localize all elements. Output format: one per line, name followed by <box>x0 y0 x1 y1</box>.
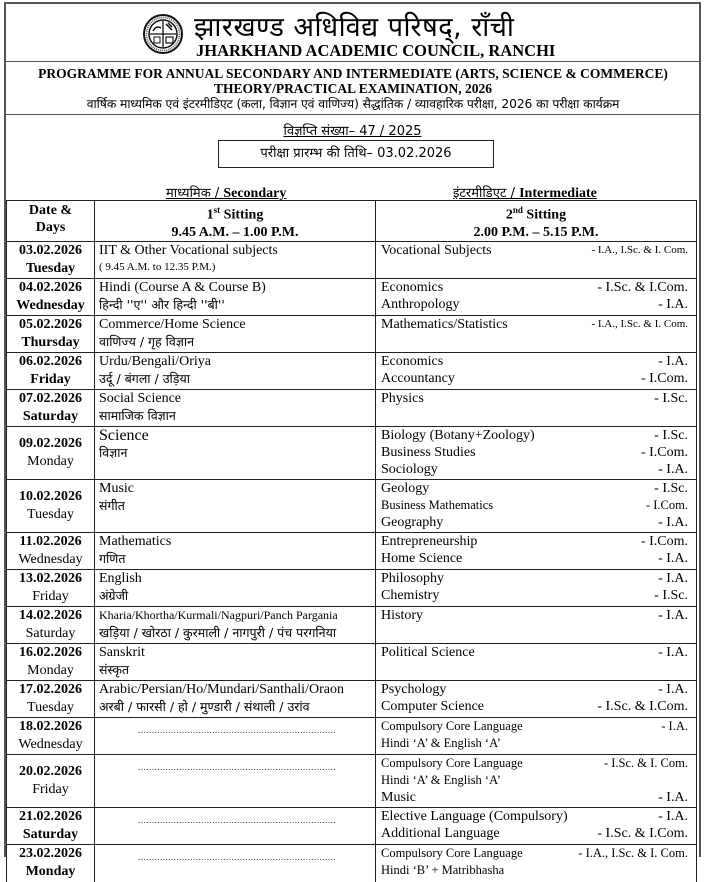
secondary-subject-english: Social Science <box>99 390 182 406</box>
table-row <box>7 479 697 532</box>
exam-date: 20.02.2026 <box>19 763 82 779</box>
council-title-hindi: झारखण्ड अधिविद्य परिषद्, राँची <box>194 12 515 43</box>
intermediate-subject-cell <box>376 844 697 882</box>
secondary-subject-cell <box>95 569 376 606</box>
table-row <box>7 754 697 807</box>
intermediate-subject <box>381 533 688 550</box>
subject-name: Additional Language <box>381 825 500 841</box>
table-row <box>7 717 697 754</box>
exam-date: 07.02.2026 <box>19 390 82 406</box>
intermediate-subject <box>381 316 688 333</box>
secondary-subject-english: Arabic/Persian/Ho/Mundari/Santhali/Oraon <box>99 681 344 697</box>
secondary-subject-cell <box>95 389 376 426</box>
exam-day: Friday <box>30 371 71 387</box>
intermediate-subject <box>381 755 688 772</box>
intermediate-subject <box>381 718 688 735</box>
subject-name: Psychology <box>381 681 447 697</box>
exam-day: Monday <box>27 662 74 678</box>
council-header <box>6 4 700 62</box>
intermediate-subject <box>381 497 688 514</box>
secondary-subject-cell <box>95 606 376 643</box>
intermediate-subject <box>381 296 688 313</box>
stream-label: - I.A. <box>658 570 688 586</box>
table-row <box>7 606 697 643</box>
subject-name: Anthropology <box>381 296 460 312</box>
subject-name: Music <box>381 789 416 805</box>
subject-name: History <box>381 607 423 623</box>
subject-name: Accountancy <box>381 370 455 386</box>
exam-date: 03.02.2026 <box>19 242 82 258</box>
intermediate-subject-cell <box>376 680 697 717</box>
stream-label: - I.A., I.Sc. & I. Com. <box>591 317 688 330</box>
date-cell <box>7 426 95 479</box>
subject-name: Business Mathematics <box>381 497 494 512</box>
council-seal-icon <box>143 14 183 54</box>
exam-day: Monday <box>25 863 76 879</box>
secondary-subject-cell <box>95 315 376 352</box>
exam-date: 21.02.2026 <box>19 808 82 824</box>
secondary-subject-hindi: ( 9.45 A.M. to 12.35 P.M.) <box>99 260 216 273</box>
stream-label: - I.A. <box>658 296 688 312</box>
table-row <box>7 569 697 606</box>
table-row <box>7 807 697 844</box>
intermediate-subject <box>381 698 688 715</box>
stream-label: - I.Com. <box>640 533 688 549</box>
secondary-subject-english: Urdu/Bengali/Oriya <box>99 353 211 369</box>
date-cell <box>7 717 95 754</box>
no-exam-placeholder: ........................................................................ <box>138 761 336 772</box>
secondary-subject-cell <box>95 426 376 479</box>
no-exam-placeholder: ........................................................................ <box>138 724 336 735</box>
secondary-subject-english: Sanskrit <box>99 644 145 660</box>
secondary-subject-cell <box>95 352 376 389</box>
secondary-subject-hindi: उर्दू / बंगला / उड़िया <box>99 370 190 386</box>
date-cell <box>7 315 95 352</box>
secondary-subject-hindi: वाणिज्य / गृह विज्ञान <box>99 333 195 349</box>
exam-day: Thursday <box>21 334 80 350</box>
secondary-subject-hindi: सामाजिक विज्ञान <box>99 407 176 423</box>
secondary-subject-cell <box>95 532 376 569</box>
exam-day: Tuesday <box>25 260 76 276</box>
exam-day: Saturday <box>25 625 76 641</box>
exam-date: 13.02.2026 <box>19 570 82 586</box>
intermediate-subject <box>381 570 688 587</box>
exam-day: Saturday <box>22 408 79 424</box>
secondary-subject-hindi: संगीत <box>99 497 125 513</box>
intermediate-subject <box>381 427 688 444</box>
secondary-subject-cell <box>95 754 376 807</box>
exam-date: 17.02.2026 <box>19 681 82 697</box>
stream-label: - I.Sc. & I.Com. <box>597 698 688 714</box>
secondary-subject-english: Science <box>99 426 149 444</box>
stream-label: - I.A. <box>661 718 688 733</box>
intermediate-subject <box>381 825 688 842</box>
secondary-subject-hindi: हिन्दी ''ए'' और हिन्दी ''बी'' <box>99 296 225 312</box>
stream-label: - I.Sc. <box>654 480 688 496</box>
intermediate-subject-cell <box>376 479 697 532</box>
no-exam-placeholder: ........................................................................ <box>138 851 336 862</box>
stream-label: - I.Sc. & I. Com. <box>603 755 688 770</box>
stream-label: - I.A., I.Sc. & I. Com. <box>591 243 688 256</box>
programme-heading <box>6 62 700 115</box>
secondary-subject-english: IIT & Other Vocational subjects <box>99 242 278 258</box>
table-row <box>7 426 697 479</box>
exam-date: 11.02.2026 <box>19 533 82 549</box>
subject-name: Compulsory Core Language <box>381 718 523 733</box>
date-cell <box>7 278 95 315</box>
subject-name: Vocational Subjects <box>381 242 492 258</box>
subject-name: Hindi ‘A’ & English ‘A’ <box>381 735 501 750</box>
intermediate-subject <box>381 735 688 752</box>
subject-name: Political Science <box>381 644 475 660</box>
subject-name: Geography <box>381 514 444 530</box>
stream-label: - I.A. <box>658 550 688 566</box>
stream-label: - I.A. <box>658 789 688 805</box>
subject-name: Home Science <box>381 550 463 566</box>
intermediate-subject-cell <box>376 717 697 754</box>
stream-label: - I.A. <box>658 353 688 369</box>
date-cell <box>7 680 95 717</box>
stream-label: - I.Com. <box>640 444 688 460</box>
secondary-subject-cell <box>95 278 376 315</box>
subject-name: Elective Language (Compulsory) <box>381 808 568 824</box>
table-header-row <box>7 201 697 242</box>
intermediate-subject-cell <box>376 532 697 569</box>
date-cell <box>7 569 95 606</box>
intermediate-subject-cell <box>376 315 697 352</box>
exam-date: 05.02.2026 <box>19 316 82 332</box>
intermediate-subject-cell <box>376 389 697 426</box>
intermediate-subject <box>381 480 688 497</box>
intermediate-subject <box>381 587 688 604</box>
date-cell <box>7 754 95 807</box>
secondary-heading: माध्यमिक / Secondary <box>166 186 287 201</box>
table-row <box>7 844 697 882</box>
exam-date: 06.02.2026 <box>19 353 82 369</box>
exam-schedule-table <box>6 200 697 882</box>
intermediate-subject-cell <box>376 278 697 315</box>
intermediate-subject <box>381 845 688 862</box>
secondary-subject-hindi: खड़िया / खोरठा / कुरमाली / नागपुरी / पंच परगनिया <box>99 624 337 640</box>
intermediate-subject <box>381 772 688 789</box>
secondary-subject-hindi: अरबी / फारसी / हो / मुण्डारी / संथाली / उरांव <box>99 698 310 714</box>
stream-label: - I.Com. <box>645 497 688 512</box>
programme-line-2: THEORY/PRACTICAL EXAMINATION, 2026 <box>214 81 492 96</box>
subject-name: Entrepreneurship <box>381 533 478 549</box>
subject-name: Hindi ‘B’ + Matribhasha <box>381 862 505 877</box>
intermediate-subject-cell <box>376 241 697 278</box>
exam-day: Tuesday <box>27 699 74 715</box>
exam-date: 14.02.2026 <box>19 607 82 623</box>
intermediate-heading: इंटरमीडिएट / Intermediate <box>453 186 597 201</box>
secondary-subject-cell <box>95 844 376 882</box>
intermediate-subject <box>381 789 688 806</box>
date-cell <box>7 807 95 844</box>
intermediate-subject <box>381 862 688 879</box>
intermediate-subject <box>381 644 688 661</box>
table-row <box>7 680 697 717</box>
secondary-subject-hindi: विज्ञान <box>99 444 128 460</box>
intermediate-subject <box>381 514 688 531</box>
exam-day: Tuesday <box>27 506 74 522</box>
intermediate-subject-cell <box>376 643 697 680</box>
subject-name: Computer Science <box>381 698 485 714</box>
secondary-subject-cell <box>95 717 376 754</box>
subject-name: Biology (Botany+Zoology) <box>381 427 535 443</box>
stream-label: - I.Sc. <box>654 427 688 443</box>
secondary-subject-cell <box>95 680 376 717</box>
subject-name: Compulsory Core Language <box>381 755 523 770</box>
intermediate-subject <box>381 370 688 387</box>
date-cell <box>7 352 95 389</box>
stream-label: - I.A. <box>658 681 688 697</box>
exam-start-date-box: परीक्षा प्रारम्भ की तिथि– 03.02.2026 <box>218 140 494 168</box>
date-cell <box>7 389 95 426</box>
stream-label: - I.A. <box>658 514 688 530</box>
secondary-subject-hindi: अंग्रेजी <box>99 587 129 603</box>
programme-line-1: PROGRAMME FOR ANNUAL SECONDARY AND INTERMEDIATE (ARTS, SCIENCE & COMMERCE) <box>38 66 668 81</box>
exam-day: Wednesday <box>18 551 83 567</box>
secondary-subject-cell <box>95 479 376 532</box>
intermediate-subject <box>381 390 688 407</box>
stream-label: - I.A., I.Sc. & I. Com. <box>578 845 688 860</box>
date-cell <box>7 844 95 882</box>
secondary-subject-hindi: गणित <box>99 550 126 566</box>
secondary-subject-english: English <box>99 570 142 586</box>
subject-name: Physics <box>381 390 424 406</box>
intermediate-subject-cell <box>376 606 697 643</box>
subject-name: Economics <box>381 279 444 295</box>
stream-label: - I.A. <box>658 644 688 660</box>
intermediate-subject <box>381 681 688 698</box>
stream-label: - I.A. <box>658 607 688 623</box>
intermediate-subject <box>381 461 688 478</box>
table-row <box>7 278 697 315</box>
stream-label: - I.Sc. <box>654 587 688 603</box>
exam-date: 09.02.2026 <box>19 435 82 451</box>
intermediate-subject <box>381 808 688 825</box>
stream-label: - I.Com. <box>640 370 688 386</box>
stream-label: - I.Sc. & I.Com. <box>597 279 688 295</box>
subject-name: Sociology <box>381 461 438 477</box>
exam-date: 04.02.2026 <box>19 279 82 295</box>
table-row <box>7 532 697 569</box>
secondary-subject-english: Hindi (Course A & Course B) <box>99 279 266 295</box>
exam-day: Wednesday <box>18 736 83 752</box>
intermediate-subject <box>381 279 688 296</box>
intermediate-subject <box>381 353 688 370</box>
subject-name: Hindi ‘A’ & English ‘A’ <box>381 772 501 787</box>
council-title-english: JHARKHAND ACADEMIC COUNCIL, RANCHI <box>196 41 556 60</box>
secondary-subject-english: Commerce/Home Science <box>99 316 246 332</box>
exam-day: Wednesday <box>16 297 85 313</box>
exam-day: Monday <box>27 453 74 469</box>
subject-name: Chemistry <box>381 587 440 603</box>
intermediate-subject-cell <box>376 426 697 479</box>
intermediate-subject-cell <box>376 569 697 606</box>
secondary-subject-english: Music <box>99 480 134 496</box>
programme-line-hindi: वार्षिक माध्यमिक एवं इंटरमीडिएट (कला, विज्ञान एवं वाणिज्य) सैद्धांतिक / व्यावहारिक परीक्षा, 2026 का परीक्षा कार्यक्रम <box>86 97 620 111</box>
exam-date: 23.02.2026 <box>19 845 82 861</box>
date-cell <box>7 643 95 680</box>
intermediate-subject-cell <box>376 807 697 844</box>
secondary-subject-cell <box>95 643 376 680</box>
date-cell <box>7 479 95 532</box>
exam-day: Friday <box>32 588 69 604</box>
intermediate-subject <box>381 550 688 567</box>
stream-label: - I.A. <box>658 808 688 824</box>
table-row <box>7 315 697 352</box>
date-cell <box>7 241 95 278</box>
exam-date: 18.02.2026 <box>19 718 82 734</box>
table-row <box>7 389 697 426</box>
intermediate-subject <box>381 444 688 461</box>
intermediate-subject <box>381 242 688 259</box>
stream-label: - I.Sc. & I.Com. <box>597 825 688 841</box>
date-cell <box>7 606 95 643</box>
intermediate-subject-cell <box>376 754 697 807</box>
secondary-subject-cell <box>95 241 376 278</box>
secondary-subject-english: Mathematics <box>99 533 172 549</box>
exam-day: Saturday <box>22 826 79 842</box>
secondary-subject-cell <box>95 807 376 844</box>
subject-name: Mathematics/Statistics <box>381 316 508 332</box>
second-sitting-header: 2nd Sitting 2.00 P.M. – 5.15 P.M. <box>376 201 697 242</box>
subject-name: Geology <box>381 480 430 496</box>
table-row <box>7 352 697 389</box>
table-row <box>7 643 697 680</box>
table-row <box>7 241 697 278</box>
first-sitting-header: 1st Sitting 9.45 A.M. – 1.00 P.M. <box>95 201 376 242</box>
subject-name: Philosophy <box>381 570 445 586</box>
stream-label: - I.Sc. <box>654 390 688 406</box>
intermediate-subject-cell <box>376 352 697 389</box>
intermediate-subject <box>381 607 688 624</box>
stream-label: - I.A. <box>658 461 688 477</box>
subject-name: Business Studies <box>381 444 476 460</box>
subject-name: Compulsory Core Language <box>381 845 523 860</box>
exam-day: Friday <box>32 781 69 797</box>
notice-number: विज्ञप्ति संख्या– 47 / 2025 <box>283 124 422 139</box>
exam-date: 16.02.2026 <box>19 644 82 660</box>
date-days-header: Date & Days <box>7 201 95 242</box>
subject-name: Economics <box>381 353 444 369</box>
no-exam-placeholder: ........................................................................ <box>138 814 336 825</box>
secondary-subject-english: Kharia/Khortha/Kurmali/Nagpuri/Panch Pargania <box>99 607 338 622</box>
secondary-subject-hindi: संस्कृत <box>99 661 130 677</box>
exam-date: 10.02.2026 <box>19 488 82 504</box>
date-cell <box>7 532 95 569</box>
